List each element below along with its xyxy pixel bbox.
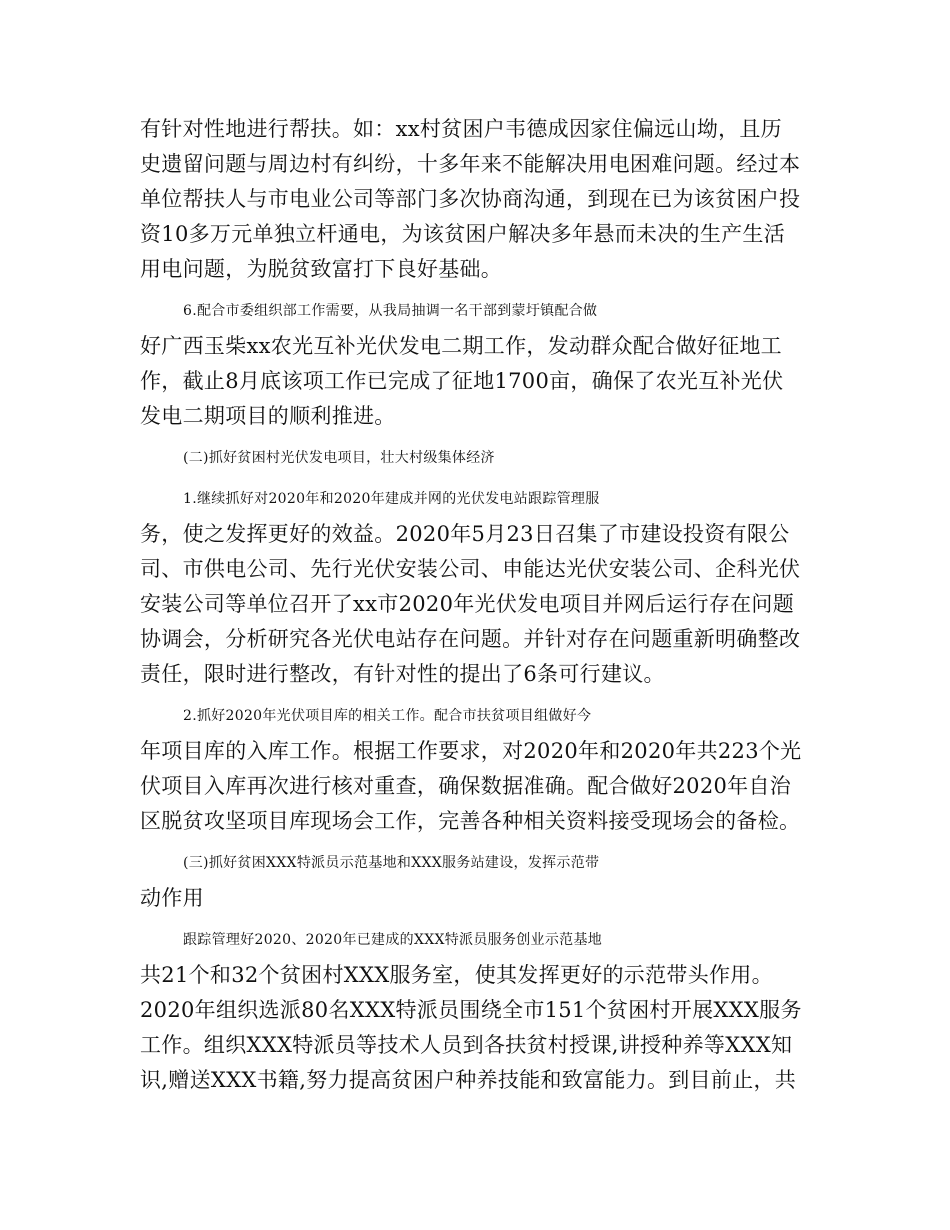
text-line: 用电问题，为脱贫致富打下良好基础。	[140, 257, 503, 281]
text-line: 单位帮扶人与市电业公司等部门多次协商沟通，到现在已为该贫困户投	[140, 187, 801, 211]
text-line: 2.抓好2020年光伏项目库的相关工作。配合市扶贫项目组做好今	[183, 708, 592, 724]
section-heading: (二)抓好贫困村光伏发电项目，壮大村级集体经济	[183, 450, 495, 466]
text-line: 伏项目入库再次进行核对重查，确保数据准确。配合做好2020年自治	[140, 774, 792, 798]
text-line: 安装公司等单位召开了xx市2020年光伏发电项目并网后运行存在问题	[140, 592, 795, 616]
text-line: 2020年组织选派80名XXX特派员围绕全市151个贫困村开展XXX服务	[140, 998, 802, 1022]
text-line: 识,赠送XXX书籍,努力提高贫困户种养技能和致富能力。到目前止，共	[140, 1068, 797, 1092]
section-heading: (三)抓好贫困XXX特派员示范基地和XXX服务站建设，发挥示范带	[183, 855, 600, 871]
text-line: 有针对性地进行帮扶。如：xx村贫困户韦德成因家住偏远山坳，且历	[140, 117, 782, 141]
text-line: 区脱贫攻坚项目库现场会工作，完善各种相关资料接受现场会的备检。	[140, 809, 801, 833]
text-line: 好广西玉柴xx农光互补光伏发电二期工作，发动群众配合做好征地工	[140, 334, 782, 358]
text-line: 发电二期项目的顺利推进。	[140, 404, 396, 428]
text-line: 跟踪管理好2020、2020年已建成的XXX特派员服务创业示范基地	[183, 932, 603, 948]
section-heading-continuation: 动作用	[140, 886, 204, 910]
text-line: 工作。组织XXX特派员等技术人员到各扶贫村授课,讲授种养等XXX知	[140, 1033, 793, 1057]
text-line: 责任，限时进行整改，有针对性的提出了6条可行建议。	[140, 662, 665, 686]
text-line: 共21个和32个贫困村XXX服务室，使其发挥更好的示范带头作用。	[140, 963, 773, 987]
text-line: 资10多万元单独立杆通电，为该贫困户解决多年悬而未决的生产生活	[140, 222, 786, 246]
text-line: 年项目库的入库工作。根据工作要求，对2020年和2020年共223个光	[140, 739, 802, 763]
text-line: 6.配合市委组织部工作需要，从我局抽调一名干部到蒙圩镇配合做	[183, 303, 598, 319]
text-line: 作，截止8月底该项工作已完成了征地1700亩，确保了农光互补光伏	[140, 369, 784, 393]
text-line: 务，使之发挥更好的效益。2020年5月23日召集了市建设投资有限公	[140, 522, 790, 546]
text-line: 1.继续抓好对2020年和2020年建成并网的光伏发电站跟踪管理服	[183, 491, 600, 507]
text-line: 史遗留问题与周边村有纠纷，十多年来不能解决用电困难问题。经过本	[140, 152, 801, 176]
text-line: 司、市供电公司、先行光伏安装公司、申能达光伏安装公司、企科光伏	[140, 557, 801, 581]
text-line: 协调会，分析研究各光伏电站存在问题。并针对存在问题重新明确整改	[140, 627, 801, 651]
